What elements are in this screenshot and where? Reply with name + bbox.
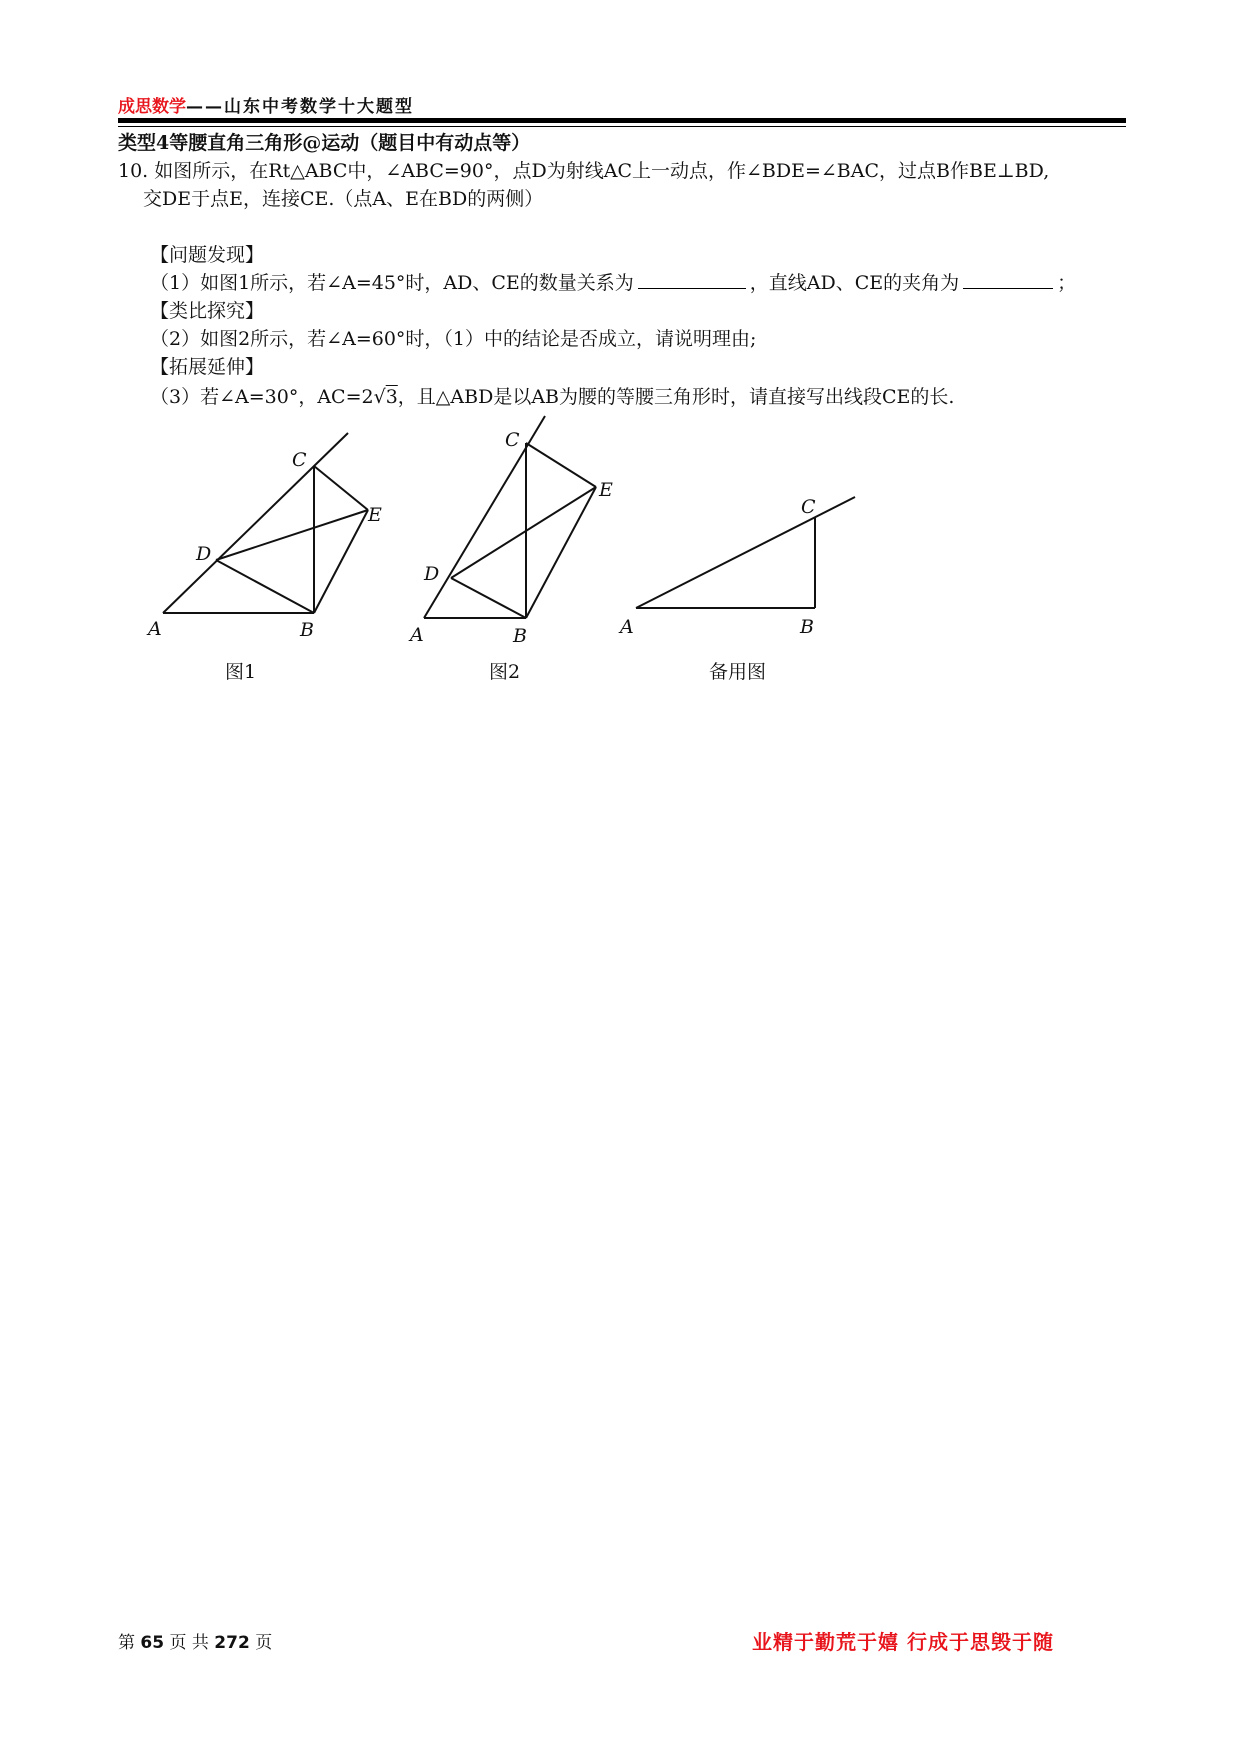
fig2-segment-ce bbox=[526, 443, 596, 487]
fig3-label-a: A bbox=[620, 616, 634, 638]
fig1-segment-db bbox=[216, 560, 314, 613]
figure-3 bbox=[636, 497, 855, 608]
fig3-label-c: C bbox=[801, 496, 816, 518]
q1-text-c: ； bbox=[1057, 272, 1077, 294]
fig1-segment-ce bbox=[314, 466, 368, 510]
fig1-label-c: C bbox=[292, 449, 307, 471]
fig1-label-d: D bbox=[196, 543, 212, 565]
problem-number: 10. bbox=[118, 160, 149, 182]
fig2-label-e: E bbox=[599, 479, 613, 501]
fig1-label-e: E bbox=[368, 504, 382, 526]
q1-text-a: （1）如图1所示，若∠A=45°时，AD、CE的数量关系为 bbox=[150, 272, 634, 294]
page-total: 272 bbox=[214, 1633, 250, 1653]
fig1-ray-ac bbox=[163, 433, 348, 613]
page-current: 65 bbox=[140, 1633, 165, 1653]
section-title: 类型4等腰直角三角形@运动（题目中有动点等） bbox=[118, 132, 531, 154]
fig1-label-a: A bbox=[148, 618, 162, 640]
figure-1 bbox=[163, 433, 368, 613]
page-middle: 页 共 bbox=[169, 1633, 209, 1653]
q3-radicand: 3 bbox=[385, 386, 398, 408]
fig2-caption: 图2 bbox=[489, 661, 521, 683]
footer-motto: 业精于勤荒于嬉 行成于思毁于随 bbox=[752, 1630, 1054, 1654]
q3-text-b: ，且△ABD是以AB为腰的等腰三角形时，请直接写出线段CE的长. bbox=[397, 386, 955, 408]
q3-text-a: （3）若∠A=30°，AC=2 bbox=[150, 386, 374, 408]
fig2-label-c: C bbox=[505, 429, 520, 451]
extension-heading: 【拓展延伸】 bbox=[150, 356, 265, 378]
fig3-ray-ac bbox=[636, 497, 855, 608]
sqrt-sign: √ bbox=[373, 386, 386, 408]
problem-text-1: 如图所示，在Rt△ABC中，∠ABC=90°，点D为射线AC上一动点，作∠BDE=∠BAC，过点B作BE⊥BD, bbox=[154, 160, 1050, 182]
header-subtitle: ——山东中考数学十大题型 bbox=[186, 97, 414, 117]
figures-svg bbox=[0, 0, 1240, 720]
fig2-segment-de bbox=[451, 487, 596, 578]
fig2-segment-be bbox=[526, 487, 596, 618]
q1-text-b: ，直线AD、CE的夹角为 bbox=[749, 272, 960, 294]
brand-name: 成思数学 bbox=[118, 97, 186, 117]
question-2: （2）如图2所示，若∠A=60°时，（1）中的结论是否成立，请说明理由; bbox=[150, 328, 757, 350]
page-prefix: 第 bbox=[118, 1633, 135, 1653]
fig2-label-b: B bbox=[513, 625, 527, 647]
fig3-label-b: B bbox=[800, 616, 814, 638]
discovery-heading: 【问题发现】 bbox=[150, 244, 265, 266]
page-number bbox=[118, 1628, 272, 1653]
fig1-caption: 图1 bbox=[225, 661, 257, 683]
fig2-label-a: A bbox=[410, 624, 424, 646]
page-suffix: 页 bbox=[255, 1633, 273, 1653]
problem-text-2: 交DE于点E，连接CE.（点A、E在BD的两侧） bbox=[143, 188, 544, 210]
fig1-label-b: B bbox=[300, 619, 314, 641]
fig2-segment-db bbox=[451, 578, 526, 618]
analogy-heading: 【类比探究】 bbox=[150, 300, 265, 322]
fig2-label-d: D bbox=[424, 563, 440, 585]
fig3-caption: 备用图 bbox=[709, 661, 767, 683]
